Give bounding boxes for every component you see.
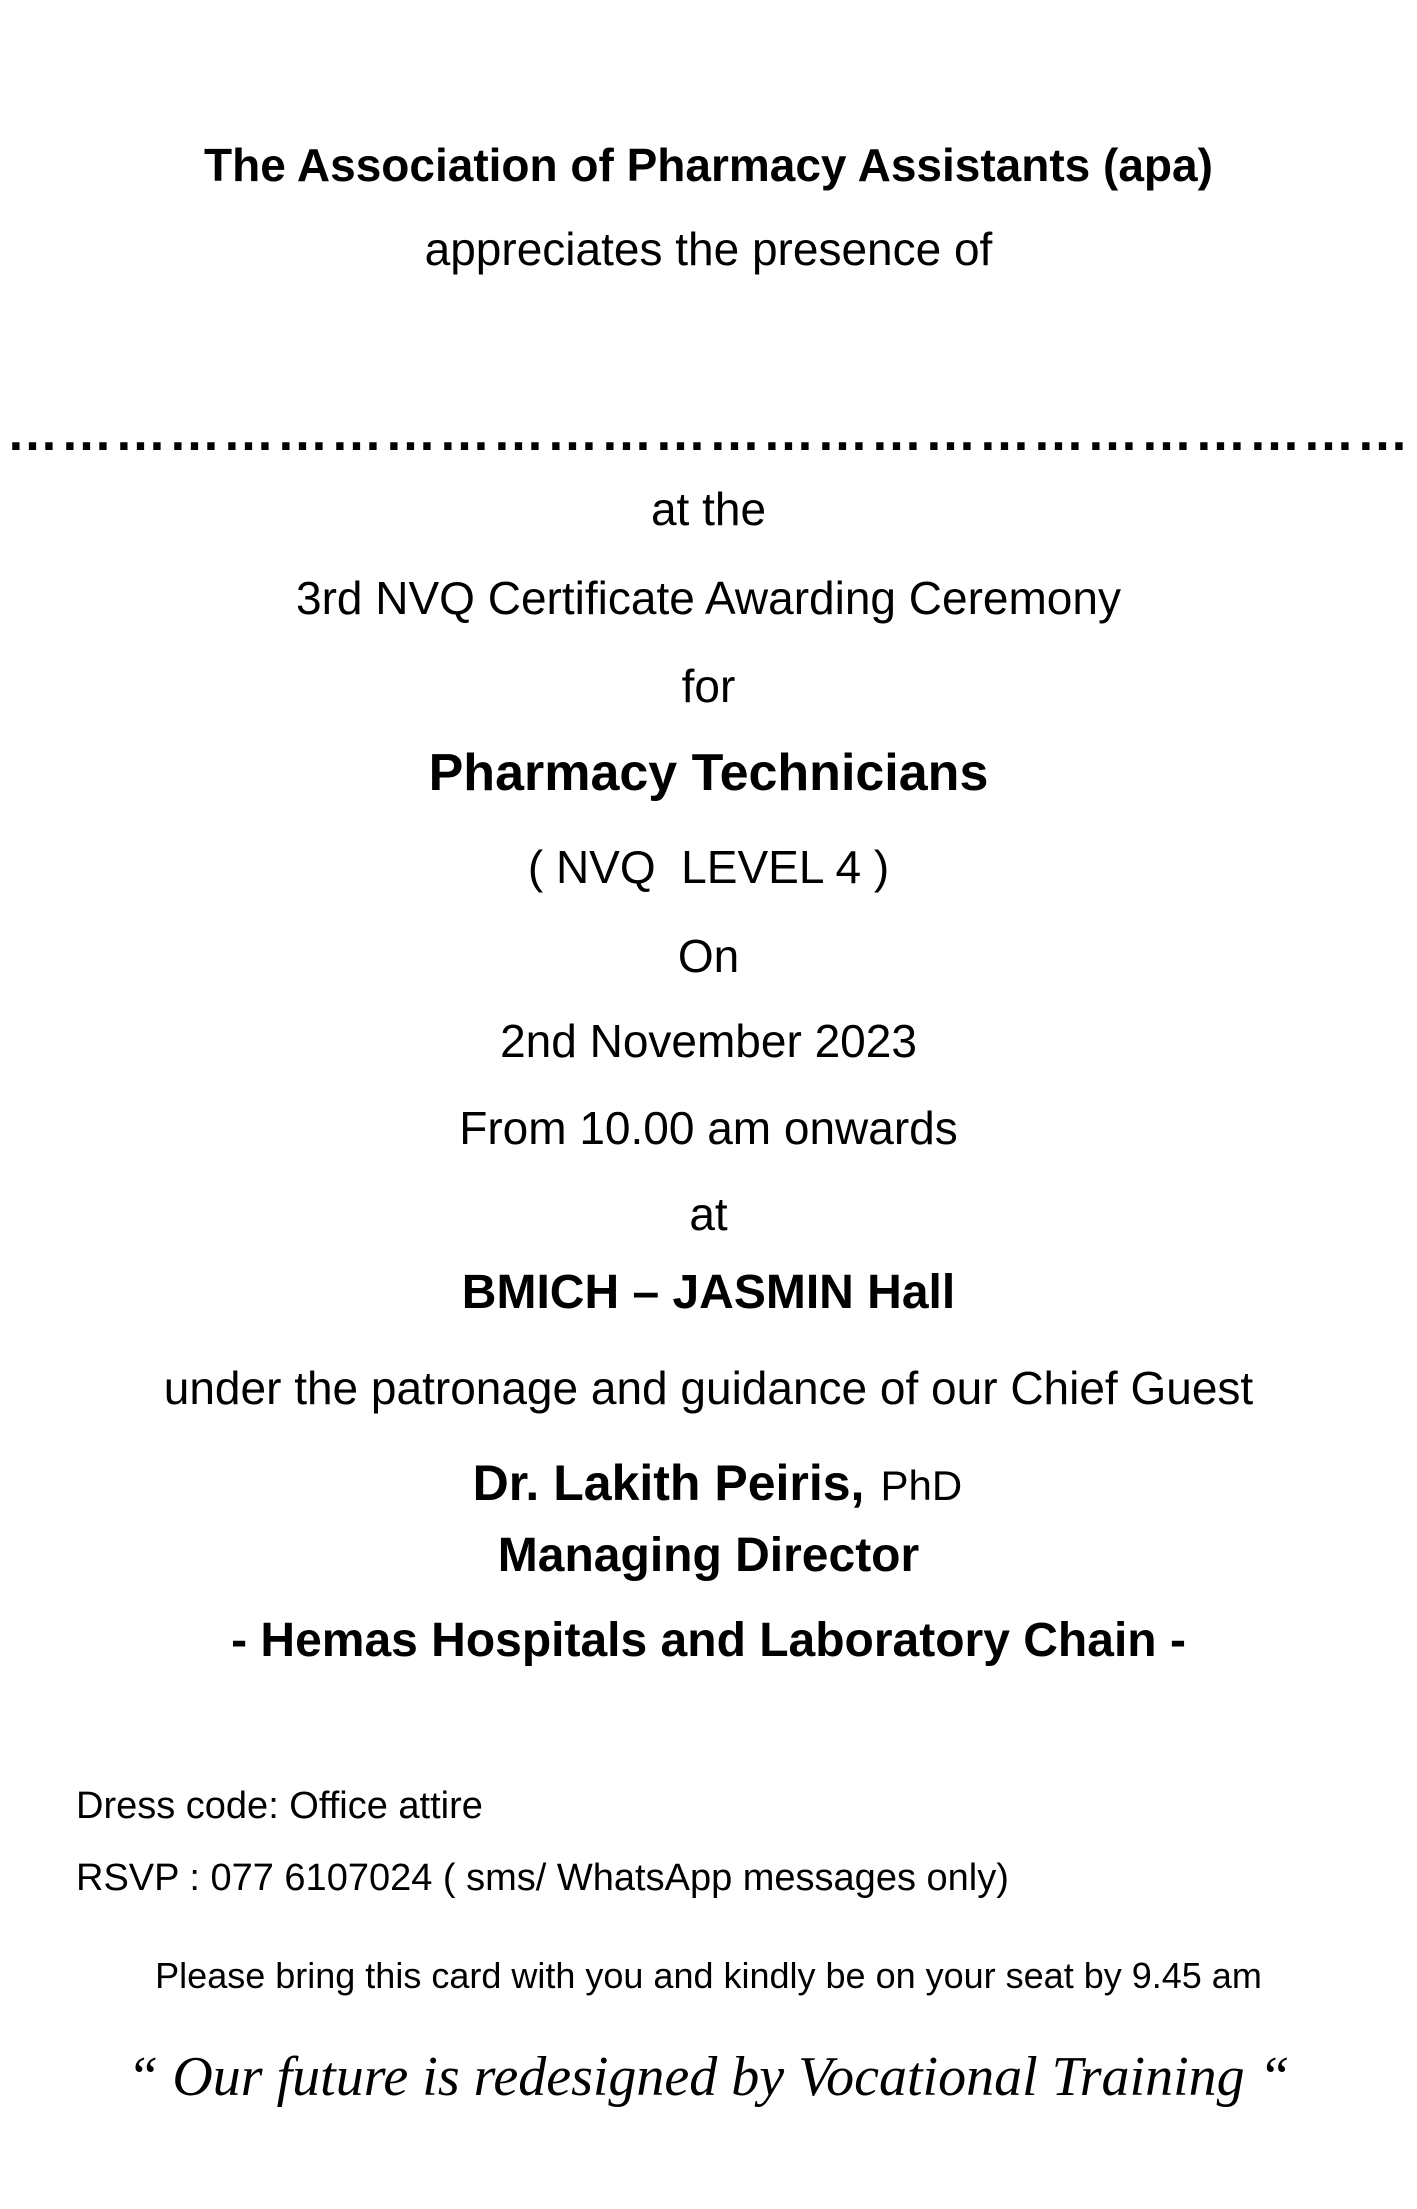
event-time-line: From 10.00 am onwards: [459, 1102, 958, 1154]
profession-line: Pharmacy Technicians: [428, 744, 989, 802]
chief-guest-qualification: PhD: [880, 1462, 963, 1509]
rsvp-line: RSVP : 077 6107024 ( sms/ WhatsApp messages only): [76, 1857, 1009, 1899]
chief-guest-organization-line: - Hemas Hospitals and Laboratory Chain -: [231, 1614, 1186, 1667]
ceremony-name-line: 3rd NVQ Certificate Awarding Ceremony: [296, 572, 1121, 624]
chief-guest-name: Dr. Lakith Peiris,: [472, 1455, 865, 1511]
appreciation-line: appreciates the presence of: [424, 223, 993, 275]
patronage-line: under the patronage and guidance of our Chief Guest: [163, 1362, 1254, 1414]
org-title-line: The Association of Pharmacy Assistants (apa): [204, 139, 1213, 191]
for-line: for: [681, 660, 736, 712]
chief-guest-title-line: Managing Director: [497, 1529, 920, 1582]
at-line: at: [689, 1188, 728, 1240]
event-date-line: 2nd November 2023: [500, 1015, 917, 1067]
venue-line: BMICH – JASMIN Hall: [461, 1266, 956, 1319]
note-line: Please bring this card with you and kindly be on your seat by 9.45 am: [155, 1955, 1262, 1996]
nvq-level-line: ( NVQ LEVEL 4 ): [527, 841, 890, 893]
guest-name-dotted-line: ……………………………………………………………………: [6, 404, 1411, 462]
dress-code-line: Dress code: Office attire: [76, 1785, 483, 1827]
at-the-line: at the: [650, 483, 767, 535]
quote-line: “ Our future is redesigned by Vocational Training “: [127, 2046, 1290, 2108]
chief-guest-name-line: [0, 1442, 1417, 1524]
on-line: On: [677, 930, 740, 982]
